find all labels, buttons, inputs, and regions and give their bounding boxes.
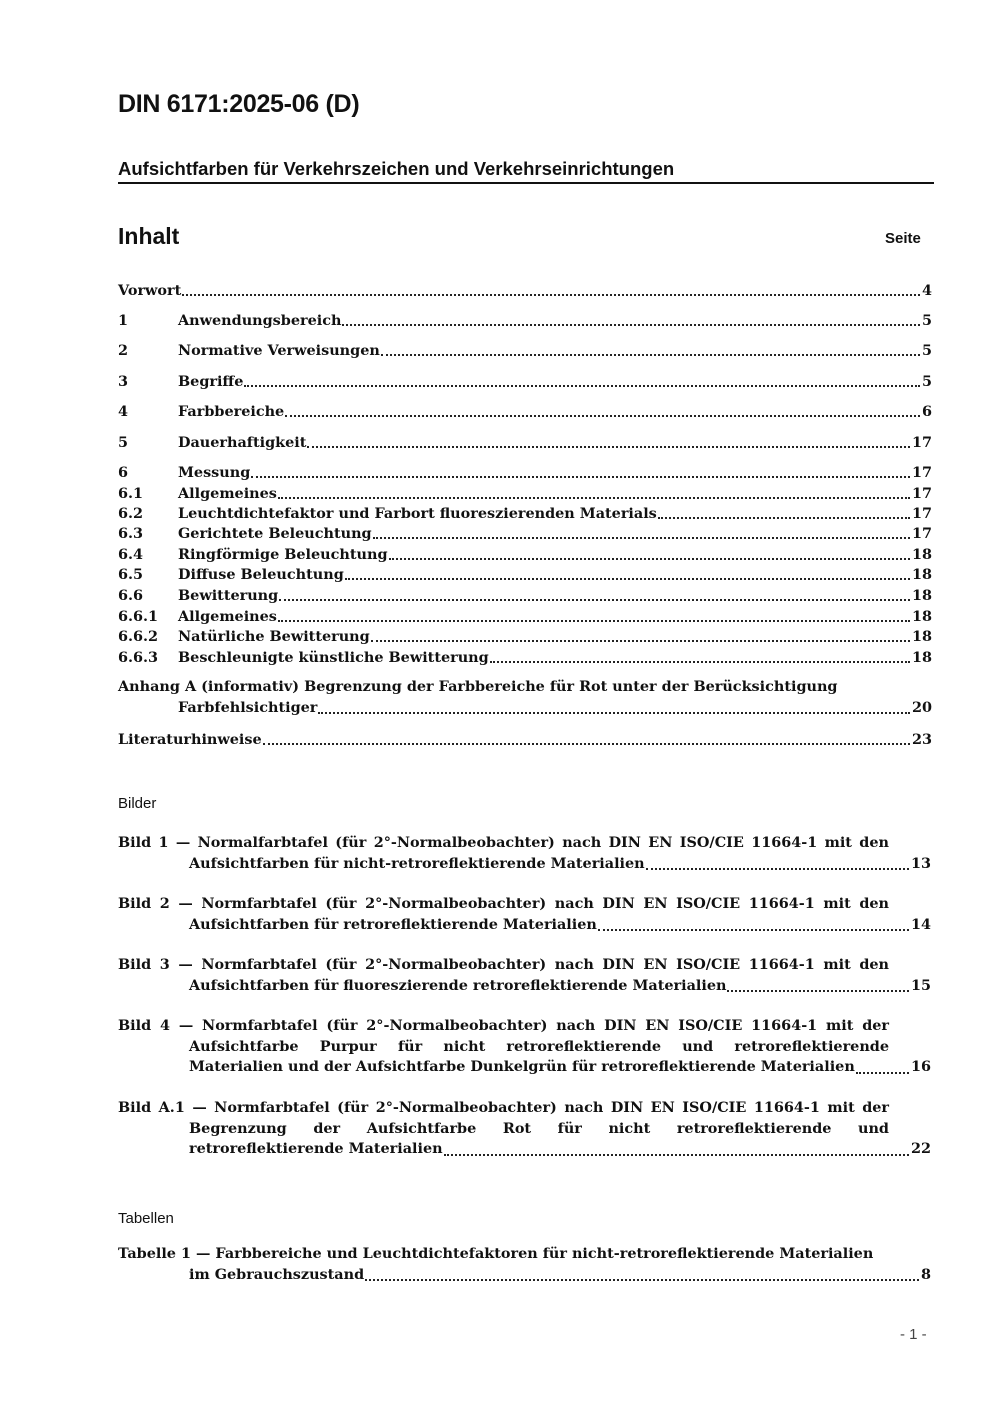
figure-entry-line: Bild 3 — Normfarbtafel (für 2°-Normalbeobachter) nach DIN EN ISO/CIE 11664-1 mit den (118, 956, 889, 973)
figure-entry-page: 15 (910, 976, 931, 994)
toc-leader-dots (251, 476, 910, 478)
toc-entry-title: Dauerhaftigkeit (178, 434, 307, 451)
figure-entry-line: Aufsichtfarbe Purpur für nicht retroreflektierende und retroreflektierende (189, 1037, 889, 1055)
figure-entry[interactable] (118, 833, 931, 874)
toc-entry[interactable] (118, 605, 932, 626)
figure-entry-page: 13 (910, 854, 931, 872)
toc-entry-number: 6.5 (118, 566, 144, 583)
toc-entry-page: 18 (911, 566, 932, 583)
toc-leader-dots (182, 294, 920, 296)
toc-entry[interactable] (118, 522, 932, 543)
annex-line-1: Anhang A (informativ) Begrenzung der Farbbereiche für Rot unter der Berücksichtigung (118, 678, 838, 695)
toc-entry[interactable] (118, 461, 932, 482)
toc-entry-title: Diffuse Beleuchtung (178, 566, 344, 583)
figure-entry[interactable] (118, 1098, 931, 1160)
toc-entry-number: 1 (118, 312, 129, 329)
toc-entry-page: 4 (921, 282, 932, 299)
toc-leader-dots (278, 620, 910, 622)
toc-entry-page: 17 (911, 485, 932, 502)
toc-entry-page: 23 (911, 731, 932, 748)
toc-leader-dots (342, 324, 920, 326)
figure-entry-line: Begrenzung der Aufsichtfarbe Rot für nicht retroreflektierende und (189, 1119, 889, 1137)
toc-entry-title: Natürliche Bewitterung (178, 628, 370, 645)
tables-section-label: Tabellen (118, 1210, 174, 1227)
toc-entry[interactable] (118, 563, 932, 584)
figure-entry-page: 16 (910, 1058, 931, 1075)
table-entry-page: 8 (920, 1265, 931, 1283)
toc-leader-dots (389, 558, 910, 560)
toc-entry-title: Begriffe (178, 373, 244, 390)
toc-entry-page: 20 (911, 698, 932, 716)
toc-leader-dots (658, 517, 910, 519)
toc-entry-number: 6.4 (118, 546, 144, 563)
toc-leader-dots (373, 537, 910, 539)
figure-entry-page: 22 (910, 1140, 931, 1157)
toc-entry-title: Anwendungsbereich (178, 312, 342, 329)
figure-entry-page: 14 (910, 915, 931, 933)
toc-entry-title: Gerichtete Beleuchtung (178, 525, 372, 542)
toc-leader-dots (318, 712, 910, 714)
toc-entry[interactable] (118, 543, 932, 564)
toc-entry[interactable] (118, 502, 932, 523)
toc-leader-dots (444, 1154, 909, 1156)
toc-leader-dots (278, 497, 910, 499)
figure-entry-title: Materialien und der Aufsichtfarbe Dunkelgrün für retroreflektierende Materialien (189, 1058, 855, 1075)
toc-entry-title: Bewitterung (178, 587, 279, 604)
toc-entry-number: 6.6.1 (118, 608, 159, 625)
figure-entry-title: Aufsichtfarben für fluoreszierende retroreflektierende Materialien (189, 976, 727, 994)
toc-entry-page: 18 (911, 628, 932, 645)
toc-entry-title: Allgemeines (178, 485, 277, 502)
table-entry[interactable] (118, 1244, 931, 1285)
toc-leader-dots (285, 415, 920, 417)
toc-entry-page: 17 (911, 505, 932, 522)
toc-leader-dots (727, 990, 909, 992)
toc-entry-page: 17 (911, 464, 932, 481)
figure-entry[interactable] (118, 894, 931, 935)
toc-entry-number: 6.6 (118, 587, 144, 604)
toc-entry-title: Allgemeines (178, 608, 277, 625)
annex-line-2: Farbfehlsichtiger (178, 698, 318, 716)
toc-entry[interactable] (118, 482, 932, 503)
toc-leader-dots (365, 1279, 919, 1281)
toc-entry-title: Normative Verweisungen (178, 342, 380, 359)
toc-entry-number: 3 (118, 373, 129, 390)
toc-entry-number: 6.3 (118, 525, 144, 542)
toc-entry[interactable] (118, 625, 932, 646)
toc-entry-page: 18 (911, 608, 932, 625)
toc-leader-dots (646, 868, 909, 870)
toc-entry-number: 6 (118, 464, 129, 481)
toc-entry-page: 6 (921, 403, 932, 420)
toc-entry-number: 5 (118, 434, 129, 451)
toc-leader-dots (856, 1072, 909, 1074)
toc-entry[interactable] (118, 400, 932, 421)
toc-entry-number: 6.2 (118, 505, 144, 522)
toc-entry-number: 2 (118, 342, 129, 359)
toc-entry-title: Leuchtdichtefaktor und Farbort fluoreszierenden Materials (178, 505, 657, 522)
toc-entry[interactable] (118, 339, 932, 360)
figure-entry-line: Bild 4 — Normfarbtafel (für 2°-Normalbeobachter) nach DIN EN ISO/CIE 11664-1 mit der (118, 1017, 889, 1034)
toc-entry-number: 6.1 (118, 485, 144, 502)
toc-entry-page: 17 (911, 525, 932, 542)
figure-entry-line: Bild 2 — Normfarbtafel (für 2°-Normalbeobachter) nach DIN EN ISO/CIE 11664-1 mit den (118, 895, 889, 912)
table-of-contents (118, 0, 932, 1403)
toc-entry-title: Literaturhinweise (118, 731, 262, 748)
toc-entry[interactable] (118, 646, 932, 667)
toc-entry-vorwort[interactable] (118, 279, 932, 300)
toc-entry-page: 17 (911, 434, 932, 451)
toc-entry-annex[interactable] (118, 677, 932, 718)
toc-leader-dots (381, 354, 920, 356)
page-number: - 1 - (900, 1326, 927, 1343)
toc-entry-title: Farbbereiche (178, 403, 285, 420)
toc-entry-page: 18 (911, 546, 932, 563)
page-column-label: Seite (885, 230, 921, 247)
toc-entry-number: 6.6.2 (118, 628, 159, 645)
figure-entry-line: Bild 1 — Normalfarbtafel (für 2°-Normalbeobachter) nach DIN EN ISO/CIE 11664-1 mit den (118, 834, 889, 851)
toc-entry-literature[interactable] (118, 728, 932, 749)
toc-leader-dots (263, 743, 910, 745)
figure-entry-line: Bild A.1 — Normfarbtafel (für 2°-Normalbeobachter) nach DIN EN ISO/CIE 11664-1 mit der (118, 1099, 889, 1116)
toc-heading: Inhalt (118, 223, 180, 249)
toc-leader-dots (490, 661, 910, 663)
figures-section-label: Bilder (118, 795, 157, 812)
doc-title: DIN 6171:2025-06 (D) (118, 90, 360, 118)
toc-entry[interactable] (118, 431, 932, 452)
toc-entry-title: Ringförmige Beleuchtung (178, 546, 388, 563)
toc-entry-title: Messung (178, 464, 251, 481)
toc-entry-title: Vorwort (118, 282, 182, 299)
figure-entry[interactable] (118, 1016, 931, 1078)
toc-leader-dots (244, 385, 920, 387)
table-entry-line: Tabelle 1 — Farbbereiche und Leuchtdichtefaktoren für nicht-retroreflektierende Materialien (118, 1245, 874, 1262)
figure-entry-title: retroreflektierende Materialien (189, 1140, 443, 1157)
toc-entry-page: 18 (911, 649, 932, 666)
toc-entry-page: 5 (921, 312, 932, 329)
toc-entry[interactable] (118, 370, 932, 391)
toc-entry-number: 6.6.3 (118, 649, 159, 666)
table-entry-title: im Gebrauchszustand (189, 1265, 365, 1283)
toc-entry-page: 18 (911, 587, 932, 604)
figure-entry-title: Aufsichtfarben für retroreflektierende Materialien (189, 915, 597, 933)
toc-leader-dots (345, 578, 910, 580)
toc-entry[interactable] (118, 309, 932, 330)
figure-entry-title: Aufsichtfarben für nicht-retroreflektierende Materialien (189, 854, 645, 872)
figure-entry[interactable] (118, 955, 931, 996)
toc-leader-dots (279, 599, 910, 601)
toc-leader-dots (371, 640, 910, 642)
toc-entry[interactable] (118, 584, 932, 605)
doc-subtitle: Aufsichtfarben für Verkehrszeichen und Verkehrseinrichtungen (118, 158, 934, 184)
toc-leader-dots (307, 446, 910, 448)
toc-entry-page: 5 (921, 373, 932, 390)
toc-entry-title: Beschleunigte künstliche Bewitterung (178, 649, 489, 666)
toc-leader-dots (598, 929, 909, 931)
toc-entry-number: 4 (118, 403, 129, 420)
toc-entry-page: 5 (921, 342, 932, 359)
